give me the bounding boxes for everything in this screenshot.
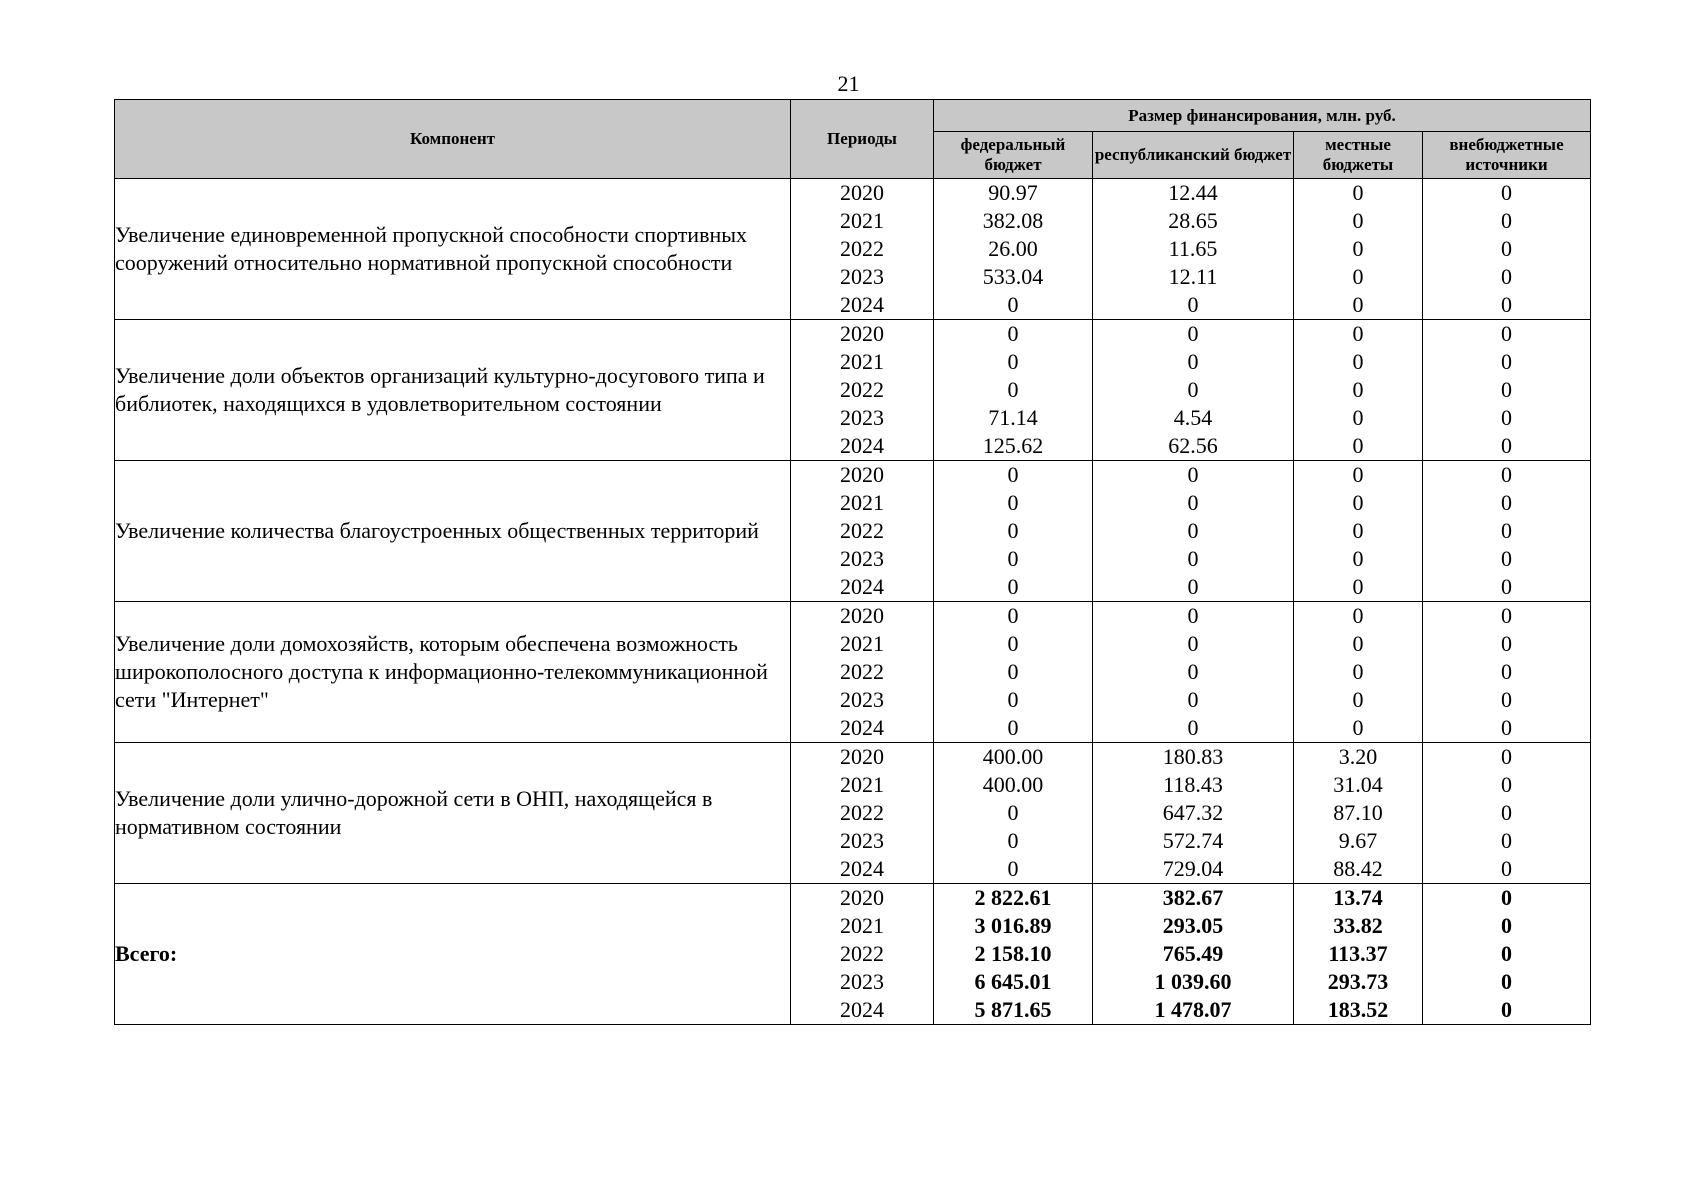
period-value: 2022 xyxy=(840,518,884,543)
period-value: 2023 xyxy=(840,687,884,712)
republican-cell xyxy=(1093,320,1294,461)
local-value: 0 xyxy=(1352,462,1364,487)
extrabudgetary-value: 0 xyxy=(1501,321,1513,346)
header-local: местные бюджеты xyxy=(1294,132,1423,179)
extrabudgetary-cell xyxy=(1423,602,1591,743)
period-cell xyxy=(791,884,934,1025)
component-row-group xyxy=(115,461,1591,602)
period-value: 2022 xyxy=(840,659,884,684)
federal-value: 26.00 xyxy=(988,236,1038,261)
federal-value: 2 822.61 xyxy=(974,885,1052,910)
local-value: 0 xyxy=(1352,603,1364,628)
extrabudgetary-value: 0 xyxy=(1501,518,1513,543)
local-value: 0 xyxy=(1352,490,1364,515)
extrabudgetary-value: 0 xyxy=(1501,462,1513,487)
local-value: 293.73 xyxy=(1327,969,1389,994)
republican-value: 0 xyxy=(1187,518,1199,543)
extrabudgetary-value: 0 xyxy=(1501,885,1513,910)
extrabudgetary-value: 0 xyxy=(1501,490,1513,515)
federal-cell xyxy=(934,602,1093,743)
period-value: 2021 xyxy=(840,208,884,233)
local-value: 0 xyxy=(1352,546,1364,571)
republican-value: 0 xyxy=(1187,292,1199,317)
component-name: Увеличение доли улично-дорожной сети в ОНП, находящейся в нормативном состоянии xyxy=(115,743,791,884)
period-cell xyxy=(791,461,934,602)
header-funding: Размер финансирования, млн. руб. xyxy=(934,100,1591,132)
republican-value: 0 xyxy=(1187,659,1199,684)
federal-value: 3 016.89 xyxy=(974,913,1052,938)
period-value: 2024 xyxy=(840,997,884,1022)
federal-value: 400.00 xyxy=(982,772,1044,797)
local-value: 0 xyxy=(1352,292,1364,317)
republican-value: 0 xyxy=(1187,462,1199,487)
extrabudgetary-value: 0 xyxy=(1501,292,1513,317)
period-value: 2022 xyxy=(840,236,884,261)
header-component: Компонент xyxy=(115,100,791,179)
republican-cell xyxy=(1093,179,1294,320)
extrabudgetary-value: 0 xyxy=(1501,264,1513,289)
period-value: 2020 xyxy=(840,603,884,628)
extrabudgetary-value: 0 xyxy=(1501,603,1513,628)
republican-value: 62.56 xyxy=(1168,433,1218,458)
republican-value: 0 xyxy=(1187,603,1199,628)
federal-value: 0 xyxy=(1007,574,1019,599)
header-periods: Периоды xyxy=(791,100,934,179)
federal-value: 0 xyxy=(1007,631,1019,656)
period-value: 2021 xyxy=(840,913,884,938)
federal-value: 0 xyxy=(1007,856,1019,881)
extrabudgetary-value: 0 xyxy=(1501,941,1513,966)
local-value: 87.10 xyxy=(1333,800,1383,825)
period-value: 2024 xyxy=(840,433,884,458)
local-value: 9.67 xyxy=(1338,828,1378,853)
republican-value: 0 xyxy=(1187,349,1199,374)
federal-value: 0 xyxy=(1007,490,1019,515)
republican-value: 765.49 xyxy=(1162,941,1224,966)
extrabudgetary-value: 0 xyxy=(1501,433,1513,458)
extrabudgetary-value: 0 xyxy=(1501,377,1513,402)
republican-value: 0 xyxy=(1187,546,1199,571)
period-value: 2023 xyxy=(840,828,884,853)
local-cell xyxy=(1294,461,1423,602)
period-value: 2024 xyxy=(840,574,884,599)
republican-value: 572.74 xyxy=(1162,828,1224,853)
extrabudgetary-value: 0 xyxy=(1501,349,1513,374)
republican-value: 0 xyxy=(1187,321,1199,346)
federal-value: 90.97 xyxy=(988,180,1038,205)
funding-table xyxy=(114,99,1591,1025)
period-value: 2021 xyxy=(840,772,884,797)
period-cell xyxy=(791,179,934,320)
federal-value: 2 158.10 xyxy=(974,941,1052,966)
local-value: 183.52 xyxy=(1327,997,1389,1022)
total-row-group xyxy=(115,884,1591,1025)
federal-value: 382.08 xyxy=(982,208,1044,233)
period-value: 2021 xyxy=(840,349,884,374)
federal-value: 0 xyxy=(1007,687,1019,712)
period-value: 2020 xyxy=(840,462,884,487)
local-value: 0 xyxy=(1352,377,1364,402)
extrabudgetary-cell xyxy=(1423,884,1591,1025)
republican-value: 382.67 xyxy=(1162,885,1224,910)
period-value: 2020 xyxy=(840,321,884,346)
header-republican: республиканский бюджет xyxy=(1093,132,1294,179)
extrabudgetary-value: 0 xyxy=(1501,772,1513,797)
republican-cell xyxy=(1093,602,1294,743)
local-value: 0 xyxy=(1352,208,1364,233)
period-value: 2022 xyxy=(840,800,884,825)
extrabudgetary-value: 0 xyxy=(1501,997,1513,1022)
local-value: 13.74 xyxy=(1333,885,1383,910)
republican-value: 0 xyxy=(1187,377,1199,402)
extrabudgetary-value: 0 xyxy=(1501,828,1513,853)
local-cell xyxy=(1294,602,1423,743)
period-value: 2022 xyxy=(840,941,884,966)
local-value: 0 xyxy=(1352,349,1364,374)
federal-value: 0 xyxy=(1007,715,1019,740)
republican-value: 0 xyxy=(1187,490,1199,515)
component-name: Увеличение доли домохозяйств, которым обеспечена возможность широкополосного доступа к информационно-телекоммуникационной сети "Интернет" xyxy=(115,602,791,743)
local-value: 0 xyxy=(1352,659,1364,684)
local-value: 31.04 xyxy=(1333,772,1383,797)
component-row-group xyxy=(115,320,1591,461)
federal-value: 0 xyxy=(1007,603,1019,628)
federal-value: 0 xyxy=(1007,292,1019,317)
local-value: 0 xyxy=(1352,687,1364,712)
component-row-group xyxy=(115,602,1591,743)
period-value: 2021 xyxy=(840,631,884,656)
period-value: 2022 xyxy=(840,377,884,402)
federal-cell xyxy=(934,320,1093,461)
federal-value: 0 xyxy=(1007,828,1019,853)
local-value: 0 xyxy=(1352,264,1364,289)
local-value: 0 xyxy=(1352,518,1364,543)
local-value: 0 xyxy=(1352,321,1364,346)
period-value: 2020 xyxy=(840,744,884,769)
federal-cell xyxy=(934,884,1093,1025)
extrabudgetary-value: 0 xyxy=(1501,913,1513,938)
extrabudgetary-cell xyxy=(1423,743,1591,884)
component-row-group xyxy=(115,743,1591,884)
federal-value: 0 xyxy=(1007,321,1019,346)
header-federal: федеральный бюджет xyxy=(934,132,1093,179)
period-value: 2023 xyxy=(840,969,884,994)
republican-cell xyxy=(1093,743,1294,884)
federal-cell xyxy=(934,179,1093,320)
republican-value: 180.83 xyxy=(1162,744,1224,769)
extrabudgetary-value: 0 xyxy=(1501,969,1513,994)
local-value: 0 xyxy=(1352,236,1364,261)
extrabudgetary-value: 0 xyxy=(1501,180,1513,205)
republican-value: 0 xyxy=(1187,631,1199,656)
federal-value: 0 xyxy=(1007,518,1019,543)
federal-cell xyxy=(934,461,1093,602)
component-name: Увеличение доли объектов организаций культурно-досугового типа и библиотек, находящихся в удовлетворительном состоянии xyxy=(115,320,791,461)
federal-value: 125.62 xyxy=(982,433,1044,458)
federal-value: 6 645.01 xyxy=(974,969,1052,994)
federal-value: 533.04 xyxy=(982,264,1044,289)
local-cell xyxy=(1294,743,1423,884)
period-value: 2020 xyxy=(840,885,884,910)
extrabudgetary-value: 0 xyxy=(1501,744,1513,769)
extrabudgetary-cell xyxy=(1423,461,1591,602)
header-extrabudgetary: внебюджетные источники xyxy=(1423,132,1591,179)
republican-value: 4.54 xyxy=(1173,405,1213,430)
period-value: 2023 xyxy=(840,546,884,571)
republican-value: 293.05 xyxy=(1162,913,1224,938)
extrabudgetary-value: 0 xyxy=(1501,208,1513,233)
local-value: 0 xyxy=(1352,715,1364,740)
republican-value: 0 xyxy=(1187,574,1199,599)
component-row-group xyxy=(115,179,1591,320)
local-value: 88.42 xyxy=(1333,856,1383,881)
period-cell xyxy=(791,320,934,461)
republican-cell xyxy=(1093,884,1294,1025)
federal-value: 0 xyxy=(1007,659,1019,684)
local-value: 113.37 xyxy=(1328,941,1388,966)
local-cell xyxy=(1294,884,1423,1025)
period-value: 2024 xyxy=(840,856,884,881)
republican-value: 1 039.60 xyxy=(1154,969,1232,994)
federal-value: 0 xyxy=(1007,800,1019,825)
period-value: 2024 xyxy=(840,292,884,317)
extrabudgetary-cell xyxy=(1423,320,1591,461)
republican-value: 12.44 xyxy=(1168,180,1218,205)
extrabudgetary-value: 0 xyxy=(1501,800,1513,825)
republican-value: 28.65 xyxy=(1168,208,1218,233)
period-cell xyxy=(791,602,934,743)
extrabudgetary-value: 0 xyxy=(1501,405,1513,430)
republican-value: 11.65 xyxy=(1168,236,1218,261)
local-value: 0 xyxy=(1352,405,1364,430)
extrabudgetary-value: 0 xyxy=(1501,574,1513,599)
local-value: 0 xyxy=(1352,433,1364,458)
extrabudgetary-value: 0 xyxy=(1501,856,1513,881)
federal-value: 0 xyxy=(1007,462,1019,487)
period-value: 2023 xyxy=(840,405,884,430)
component-name: Увеличение единовременной пропускной способности спортивных сооружений относительно нормативной пропускной способности xyxy=(115,179,791,320)
federal-value: 0 xyxy=(1007,377,1019,402)
period-value: 2024 xyxy=(840,715,884,740)
republican-value: 647.32 xyxy=(1162,800,1224,825)
federal-value: 71.14 xyxy=(988,405,1038,430)
federal-value: 400.00 xyxy=(982,744,1044,769)
republican-value: 729.04 xyxy=(1162,856,1224,881)
republican-value: 12.11 xyxy=(1168,264,1218,289)
period-value: 2021 xyxy=(840,490,884,515)
extrabudgetary-value: 0 xyxy=(1501,687,1513,712)
republican-value: 1 478.07 xyxy=(1154,997,1232,1022)
local-value: 0 xyxy=(1352,574,1364,599)
extrabudgetary-cell xyxy=(1423,179,1591,320)
extrabudgetary-value: 0 xyxy=(1501,236,1513,261)
republican-value: 0 xyxy=(1187,687,1199,712)
period-value: 2023 xyxy=(840,264,884,289)
local-cell xyxy=(1294,320,1423,461)
period-value: 2020 xyxy=(840,180,884,205)
federal-cell xyxy=(934,743,1093,884)
local-value: 0 xyxy=(1352,180,1364,205)
federal-value: 5 871.65 xyxy=(974,997,1052,1022)
republican-value: 118.43 xyxy=(1163,772,1223,797)
extrabudgetary-value: 0 xyxy=(1501,546,1513,571)
component-name: Увеличение количества благоустроенных общественных территорий xyxy=(115,461,791,602)
extrabudgetary-value: 0 xyxy=(1501,715,1513,740)
local-value: 33.82 xyxy=(1333,913,1383,938)
local-value: 3.20 xyxy=(1338,744,1378,769)
extrabudgetary-value: 0 xyxy=(1501,631,1513,656)
federal-value: 0 xyxy=(1007,546,1019,571)
extrabudgetary-value: 0 xyxy=(1501,659,1513,684)
republican-cell xyxy=(1093,461,1294,602)
local-cell xyxy=(1294,179,1423,320)
republican-value: 0 xyxy=(1187,715,1199,740)
local-value: 0 xyxy=(1352,631,1364,656)
period-cell xyxy=(791,743,934,884)
federal-value: 0 xyxy=(1007,349,1019,374)
page-number: 21 xyxy=(837,71,860,96)
total-label: Всего: xyxy=(115,884,791,1025)
